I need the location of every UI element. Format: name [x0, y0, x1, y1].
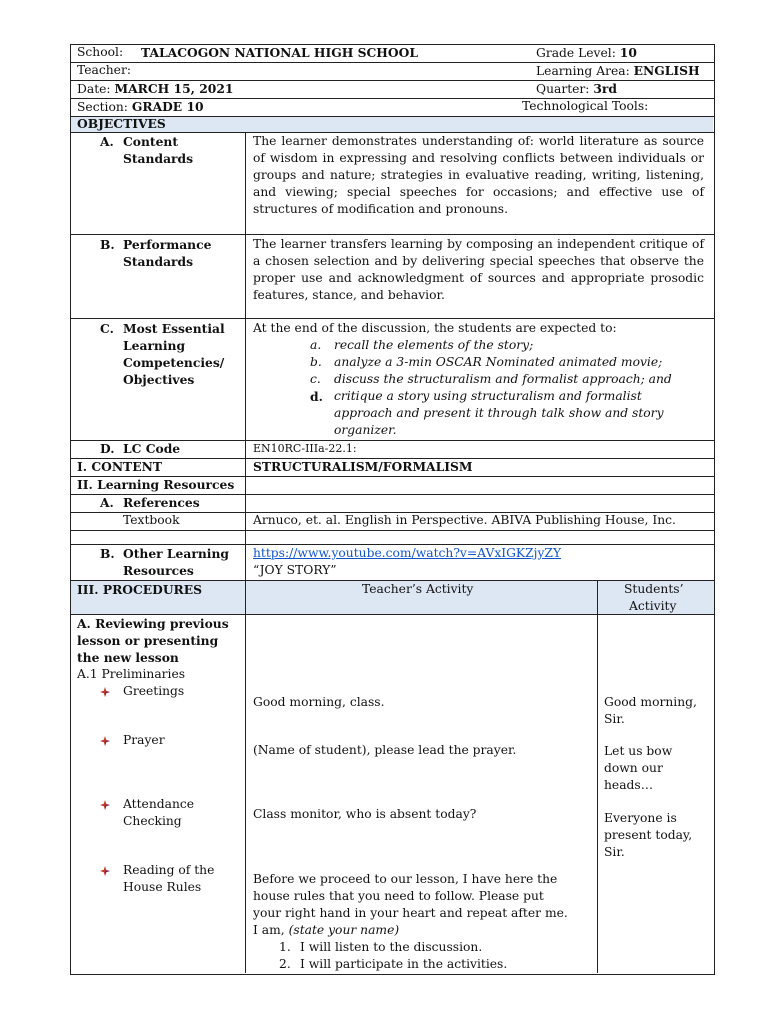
prayer-student: heads… — [604, 778, 654, 792]
house-rules-teacher: your right hand in your heart and repeat after me. — [253, 906, 568, 920]
references-label: References — [123, 495, 200, 510]
video-title: “JOY STORY” — [253, 563, 337, 577]
arrow-bullet-icon — [100, 687, 110, 697]
content-standards-label: Content — [123, 134, 179, 149]
arrow-bullet-icon — [100, 800, 110, 810]
teacher-label: Teacher: — [77, 63, 131, 77]
house-rules-teacher: Before we proceed to our lesson, I have here the — [253, 872, 558, 886]
section-value: GRADE 10 — [131, 99, 204, 114]
date-label: Date: — [77, 82, 111, 96]
lc-code-label: LC Code — [123, 441, 181, 456]
content-label: I. CONTENT — [77, 459, 162, 474]
house-rules-label: House Rules — [123, 880, 202, 894]
house-rules-teacher: (state your name) — [288, 923, 400, 937]
house-rules-teacher: I am, — [253, 923, 285, 937]
prayer-teacher: (Name of student), please lead the prayer. — [253, 743, 517, 757]
quarter-value: 3rd — [593, 81, 618, 96]
performance-standards-label: Performance — [123, 237, 212, 252]
arrow-bullet-icon — [100, 866, 110, 876]
procedures-label: III. PROCEDURES — [77, 582, 203, 597]
list-item: critique a story using structuralism and formalist — [334, 389, 642, 403]
attendance-student: present today, — [604, 828, 693, 842]
list-item: approach and present it through talk show and story — [334, 406, 664, 420]
list-item: analyze a 3-min OSCAR Nominated animated movie; — [334, 355, 663, 369]
section-label: Section: — [77, 100, 128, 114]
list-marker: 2. — [279, 957, 291, 971]
content-standards-text: The learner demonstrates understanding of: world literature as source of wisdom in expressing and resolving conflicts between individuals or groups and nature; strategies in evaluative reading, writing, listening, and viewing; special speeches for occasions; and effective use of structures of modification and pronouns. — [253, 134, 704, 216]
lesson-plan-page — [70, 44, 715, 974]
prayer-student: Let us bow — [604, 744, 673, 758]
house-rules-label: Reading of the — [123, 863, 215, 877]
list-item: recall the elements of the story; — [334, 338, 534, 352]
objectives-heading: OBJECTIVES — [77, 116, 166, 131]
content-standards-letter: A. — [100, 134, 114, 149]
greetings-label: Greetings — [123, 684, 185, 698]
list-item: I will participate in the activities. — [300, 957, 508, 971]
melc-label: Most Essential — [123, 321, 225, 336]
review-lesson-label: A. Reviewing previous — [77, 616, 229, 631]
school-label: School: — [77, 45, 124, 59]
content-value: STRUCTURALISM/FORMALISM — [253, 459, 473, 474]
other-resources-letter: B. — [100, 546, 115, 561]
melc-label: Learning — [123, 338, 186, 353]
arrow-bullet-icon — [100, 736, 110, 746]
youtube-link[interactable]: https://www.youtube.com/watch?v=AVxIGKZjyZY — [253, 546, 562, 560]
other-resources-label: Other Learning — [123, 546, 229, 561]
list-item: organizer. — [334, 423, 397, 437]
date-value: MARCH 15, 2021 — [114, 81, 234, 96]
greetings-student: Good morning, — [604, 695, 697, 709]
learning-resources-label: II. Learning Resources — [77, 477, 235, 492]
attendance-label: Checking — [123, 814, 182, 828]
list-marker: b. — [310, 355, 322, 369]
melc-label: Objectives — [123, 372, 195, 387]
lc-code-letter: D. — [100, 441, 115, 456]
prayer-label: Prayer — [123, 733, 165, 747]
learning-area-label: Learning Area: — [536, 64, 630, 78]
greetings-student: Sir. — [604, 712, 625, 726]
content-standards-label: Standards — [123, 151, 194, 166]
attendance-teacher: Class monitor, who is absent today? — [253, 807, 477, 821]
attendance-student: Sir. — [604, 845, 625, 859]
list-marker: c. — [310, 372, 321, 386]
references-letter: A. — [100, 495, 114, 510]
other-resources-label: Resources — [123, 563, 194, 578]
greetings-teacher: Good morning, class. — [253, 695, 385, 709]
performance-standards-label: Standards — [123, 254, 194, 269]
students-activity-header: Activity — [629, 599, 677, 613]
review-lesson-label: the new lesson — [77, 650, 179, 665]
list-marker: d. — [310, 389, 323, 404]
performance-standards-text: The learner transfers learning by composing an independent critique of a chosen selection and by delivering special speeches that observe the proper use and acknowledgment of sources and appropriate prosodic features, stance, and behavior. — [253, 237, 704, 302]
attendance-label: Attendance — [123, 797, 195, 811]
list-marker: a. — [310, 338, 322, 352]
procedures-header-fill — [71, 116, 713, 132]
lc-code-value: EN10RC-IIIa-22.1: — [253, 442, 357, 455]
grade-level-label: Grade Level: — [536, 46, 616, 60]
house-rules-teacher: house rules that you need to follow. Please put — [253, 889, 544, 903]
melc-letter: C. — [100, 321, 114, 336]
review-lesson-label: lesson or presenting — [77, 633, 219, 648]
teacher-activity-header: Teacher’s Activity — [362, 582, 474, 596]
students-activity-header: Students’ — [624, 582, 684, 596]
grade-level-value: 10 — [619, 45, 637, 60]
technological-tools-label: Technological Tools: — [522, 99, 649, 113]
attendance-student: Everyone is — [604, 811, 677, 825]
list-item: discuss the structuralism and formalist approach; and — [334, 372, 672, 386]
school-name: TALACOGON NATIONAL HIGH SCHOOL — [141, 45, 418, 60]
prayer-student: down our — [604, 761, 663, 775]
melc-intro: At the end of the discussion, the students are expected to: — [253, 321, 617, 335]
textbook-label: Textbook — [123, 513, 180, 527]
preliminaries-label: A.1 Preliminaries — [77, 667, 186, 681]
melc-label: Competencies/ — [123, 355, 225, 370]
textbook-value: Arnuco, et. al. English in Perspective. ABIVA Publishing House, Inc. — [253, 513, 676, 527]
list-item: I will listen to the discussion. — [300, 940, 483, 954]
learning-area-value: ENGLISH — [633, 63, 700, 78]
performance-standards-letter: B. — [100, 237, 115, 252]
quarter-label: Quarter: — [536, 82, 590, 96]
list-marker: 1. — [279, 940, 291, 954]
